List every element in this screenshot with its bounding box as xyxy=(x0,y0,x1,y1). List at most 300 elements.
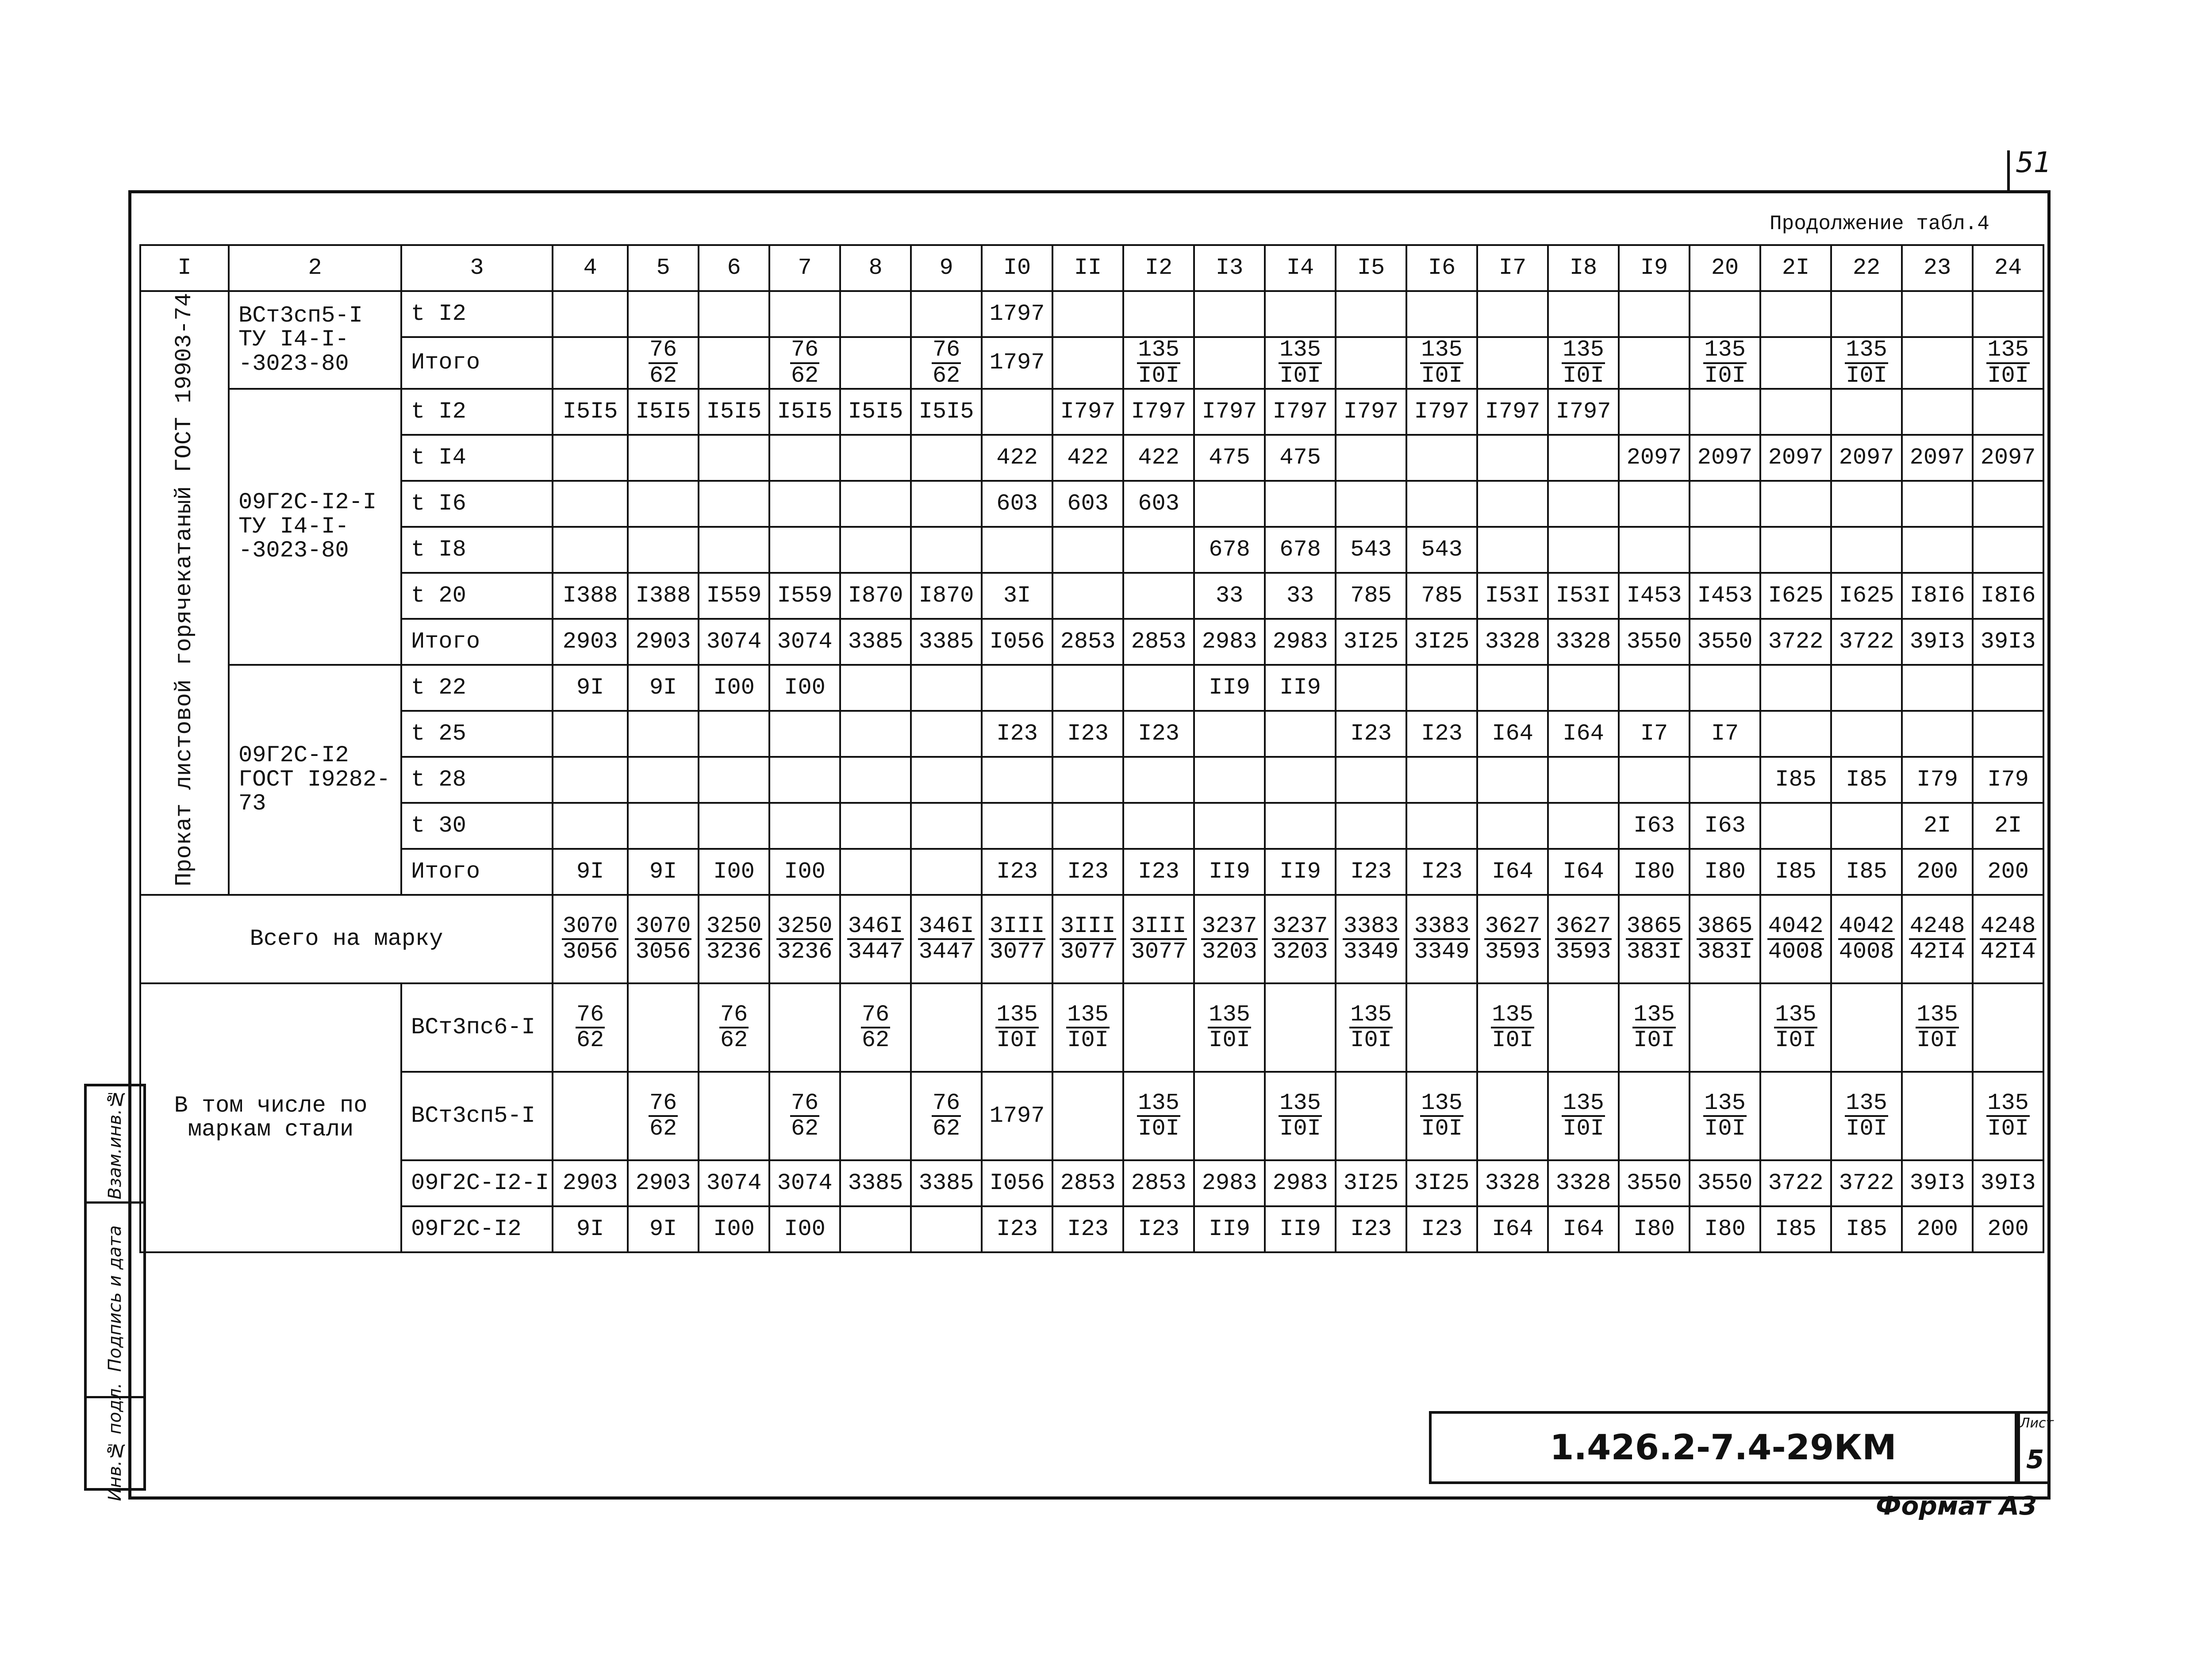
total-row xyxy=(140,895,2043,983)
value-cell xyxy=(699,291,769,337)
value-cell xyxy=(1760,711,1831,757)
value-cell: 1797 xyxy=(982,337,1052,389)
fraction-numerator: 135 xyxy=(1420,1091,1463,1117)
fraction-numerator: 4042 xyxy=(1838,914,1895,940)
fraction-numerator: 3237 xyxy=(1272,914,1329,940)
value-cell: 422 xyxy=(1123,435,1194,481)
breakdown-value-cell xyxy=(1760,1072,1831,1160)
value-cell xyxy=(1760,527,1831,573)
fraction-value xyxy=(1137,338,1180,388)
value-cell xyxy=(628,481,699,527)
value-cell: I23 xyxy=(1406,849,1477,895)
breakdown-value-cell: I00 xyxy=(769,1206,840,1252)
value-cell: I00 xyxy=(699,849,769,895)
value-cell: I85 xyxy=(1831,757,1902,803)
value-cell: 2097 xyxy=(1619,435,1690,481)
value-cell xyxy=(911,665,982,711)
value-cell xyxy=(1265,337,1336,389)
value-cell xyxy=(1477,527,1548,573)
value-cell: I8I6 xyxy=(1902,573,1973,619)
total-value-cell xyxy=(1406,895,1477,983)
value-cell xyxy=(1052,291,1123,337)
breakdown-value-cell xyxy=(1265,1072,1336,1160)
value-cell: I5I5 xyxy=(911,389,982,435)
value-cell xyxy=(1265,291,1336,337)
fraction-value xyxy=(1916,1003,1959,1053)
value-cell xyxy=(1902,711,1973,757)
fraction-value xyxy=(1060,914,1117,964)
breakdown-value-cell xyxy=(1548,1072,1619,1160)
value-cell xyxy=(769,435,840,481)
breakdown-steel-cell: ВСт3пс6-I xyxy=(401,983,553,1072)
fraction-value xyxy=(1201,914,1258,964)
row-label-cell: t I4 xyxy=(401,435,553,481)
value-cell xyxy=(553,337,628,389)
fraction-denominator: 3593 xyxy=(1555,939,1611,965)
value-cell: I80 xyxy=(1619,849,1690,895)
column-number-cell: 22 xyxy=(1831,245,1902,291)
total-value-cell xyxy=(1760,895,1831,983)
breakdown-value-cell xyxy=(1831,1072,1902,1160)
breakdown-value-cell xyxy=(1690,983,1760,1072)
fraction-numerator: 346I xyxy=(847,914,904,940)
column-number-cell: 24 xyxy=(1973,245,2043,291)
column-number-cell: 2 xyxy=(229,245,401,291)
value-cell xyxy=(1690,527,1760,573)
value-cell xyxy=(1052,573,1123,619)
value-cell: I80 xyxy=(1690,849,1760,895)
value-cell: 603 xyxy=(982,481,1052,527)
value-cell: I53I xyxy=(1548,573,1619,619)
fraction-value xyxy=(1413,914,1471,964)
fraction-numerator: 135 xyxy=(1916,1003,1959,1029)
breakdown-value-cell xyxy=(1902,983,1973,1072)
fraction-numerator: 3383 xyxy=(1343,914,1400,940)
fraction-denominator: 383I xyxy=(1626,939,1682,965)
fraction-numerator: 135 xyxy=(1208,1003,1251,1029)
breakdown-value-cell xyxy=(1406,1072,1477,1160)
breakdown-value-cell: II9 xyxy=(1194,1206,1265,1252)
fraction-denominator: 3447 xyxy=(848,939,903,965)
value-cell: 2903 xyxy=(628,619,699,665)
breakdown-value-cell: I23 xyxy=(1336,1206,1406,1252)
value-cell: I5I5 xyxy=(699,389,769,435)
fraction-denominator: 3593 xyxy=(1485,939,1540,965)
fraction-numerator: 76 xyxy=(719,1003,749,1029)
value-cell xyxy=(1336,757,1406,803)
fraction-denominator: I0I xyxy=(1067,1027,1109,1054)
breakdown-value-cell: 2903 xyxy=(553,1160,628,1206)
steel-spec-table-wrap xyxy=(139,244,2044,1253)
value-cell xyxy=(911,711,982,757)
fraction-numerator: 4042 xyxy=(1767,914,1824,940)
breakdown-value-cell xyxy=(1831,983,1902,1072)
breakdown-value-cell: 3722 xyxy=(1831,1160,1902,1206)
value-cell: 2097 xyxy=(1831,435,1902,481)
breakdown-value-cell xyxy=(553,983,628,1072)
breakdown-value-cell: 200 xyxy=(1902,1206,1973,1252)
fraction-denominator: 4008 xyxy=(1839,939,1894,965)
value-cell: I625 xyxy=(1760,573,1831,619)
value-cell xyxy=(1973,337,2043,389)
fraction-denominator: 42I4 xyxy=(1909,939,1965,965)
value-cell: I5I5 xyxy=(553,389,628,435)
breakdown-value-cell: I64 xyxy=(1477,1206,1548,1252)
signature-date-cell xyxy=(87,1201,143,1398)
fraction-value xyxy=(1349,1003,1393,1053)
value-cell: I23 xyxy=(1052,849,1123,895)
value-cell: I797 xyxy=(1052,389,1123,435)
value-cell: 2I xyxy=(1902,803,1973,849)
fraction-denominator: 62 xyxy=(861,1027,890,1054)
value-cell: 33 xyxy=(1265,573,1336,619)
breakdown-value-cell xyxy=(911,1206,982,1252)
fraction-numerator: 135 xyxy=(1137,338,1180,364)
value-cell xyxy=(553,757,628,803)
value-cell: I870 xyxy=(840,573,911,619)
value-cell: 603 xyxy=(1123,481,1194,527)
value-cell xyxy=(1973,481,2043,527)
fraction-numerator: 76 xyxy=(932,1091,961,1117)
value-cell xyxy=(1760,665,1831,711)
value-cell xyxy=(628,711,699,757)
value-cell: I23 xyxy=(1406,711,1477,757)
breakdown-value-cell xyxy=(1336,1072,1406,1160)
value-cell xyxy=(1760,291,1831,337)
value-cell: I559 xyxy=(699,573,769,619)
value-cell: 2097 xyxy=(1902,435,1973,481)
fraction-value xyxy=(1420,1091,1463,1141)
value-cell: 2097 xyxy=(1690,435,1760,481)
fraction-value xyxy=(1130,914,1187,964)
fraction-value xyxy=(719,1003,749,1053)
fraction-numerator: 135 xyxy=(1986,338,2030,364)
value-cell xyxy=(769,803,840,849)
fraction-denominator: I0I xyxy=(1846,362,1887,389)
value-cell: II9 xyxy=(1265,849,1336,895)
value-cell xyxy=(1902,291,1973,337)
value-cell xyxy=(1548,665,1619,711)
value-cell xyxy=(1690,481,1760,527)
value-cell: 3I xyxy=(982,573,1052,619)
value-cell xyxy=(911,849,982,895)
breakdown-value-cell: 3328 xyxy=(1548,1160,1619,1206)
fraction-numerator: 4248 xyxy=(1909,914,1966,940)
value-cell: I797 xyxy=(1548,389,1619,435)
fraction-value xyxy=(1491,1003,1534,1053)
fraction-value xyxy=(776,914,833,964)
fraction-denominator: 3349 xyxy=(1343,939,1399,965)
fraction-denominator: 3203 xyxy=(1202,939,1257,965)
value-cell: 3074 xyxy=(769,619,840,665)
value-cell: I388 xyxy=(553,573,628,619)
table-continuation-note: Продолжение табл.4 xyxy=(1770,212,1989,235)
value-cell xyxy=(1831,803,1902,849)
value-cell xyxy=(1477,665,1548,711)
value-cell: I797 xyxy=(1194,389,1265,435)
value-cell xyxy=(553,527,628,573)
fraction-numerator: 3070 xyxy=(562,914,619,940)
fraction-numerator: 3070 xyxy=(635,914,692,940)
value-cell xyxy=(1902,481,1973,527)
fraction-numerator: 76 xyxy=(790,1091,819,1117)
value-cell: I23 xyxy=(982,711,1052,757)
value-cell: 2983 xyxy=(1194,619,1265,665)
steel-grade-cell: 09Г2С-I2 ГОСТ I9282-73 xyxy=(229,665,401,895)
value-cell: 9I xyxy=(628,849,699,895)
breakdown-value-cell xyxy=(553,1072,628,1160)
value-cell xyxy=(1831,665,1902,711)
value-cell xyxy=(1619,291,1690,337)
value-cell xyxy=(1831,711,1902,757)
value-cell xyxy=(1477,803,1548,849)
value-cell xyxy=(1548,803,1619,849)
fraction-denominator: I0I xyxy=(1563,1116,1604,1142)
breakdown-value-cell xyxy=(1265,983,1336,1072)
breakdown-value-cell xyxy=(1123,1072,1194,1160)
breakdown-value-cell: 3385 xyxy=(911,1160,982,1206)
value-cell xyxy=(840,435,911,481)
fraction-numerator: 3250 xyxy=(776,914,833,940)
value-cell: 2983 xyxy=(1265,619,1336,665)
column-number-cell: 4 xyxy=(553,245,628,291)
value-cell xyxy=(840,803,911,849)
replaced-inventory-label: Взам.инв.№ xyxy=(105,1088,125,1200)
column-number-row xyxy=(140,245,2043,291)
value-cell xyxy=(982,803,1052,849)
value-cell: I23 xyxy=(982,849,1052,895)
value-cell xyxy=(1831,389,1902,435)
value-cell xyxy=(1477,481,1548,527)
column-number-cell: 7 xyxy=(769,245,840,291)
value-cell: I797 xyxy=(1265,389,1336,435)
breakdown-value-cell xyxy=(1619,983,1690,1072)
row-label-cell: t 28 xyxy=(401,757,553,803)
breakdown-value-cell xyxy=(911,1072,982,1160)
column-number-cell: I xyxy=(140,245,229,291)
value-cell xyxy=(699,527,769,573)
fraction-numerator: 3III xyxy=(1060,914,1117,940)
total-value-cell xyxy=(1902,895,1973,983)
steel-spec-table xyxy=(139,244,2044,1253)
fraction-denominator: 62 xyxy=(649,1116,677,1142)
breakdown-value-cell: 1797 xyxy=(982,1072,1052,1160)
fraction-numerator: 135 xyxy=(1279,1091,1322,1117)
value-cell: I64 xyxy=(1548,711,1619,757)
column-number-cell: 23 xyxy=(1902,245,1973,291)
row-label-cell: Итого xyxy=(401,619,553,665)
value-cell xyxy=(840,757,911,803)
breakdown-value-cell: I80 xyxy=(1619,1206,1690,1252)
value-cell xyxy=(1406,803,1477,849)
row-label-cell: t I8 xyxy=(401,527,553,573)
value-cell xyxy=(1619,481,1690,527)
fraction-denominator: I0I xyxy=(1704,1116,1746,1142)
group-label-cell xyxy=(140,291,229,895)
breakdown-value-cell: I23 xyxy=(1052,1206,1123,1252)
format-label: Формат А3 xyxy=(1876,1491,2037,1521)
value-cell: I53I xyxy=(1477,573,1548,619)
value-cell: 678 xyxy=(1194,527,1265,573)
value-cell: 2903 xyxy=(553,619,628,665)
value-cell xyxy=(628,435,699,481)
fraction-value xyxy=(1562,1091,1605,1141)
fraction-numerator: 135 xyxy=(1491,1003,1534,1029)
value-cell xyxy=(1690,389,1760,435)
value-cell: 3328 xyxy=(1477,619,1548,665)
total-value-cell xyxy=(840,895,911,983)
value-cell xyxy=(1973,389,2043,435)
fraction-numerator: 135 xyxy=(1774,1003,1817,1029)
value-cell: II9 xyxy=(1194,849,1265,895)
value-cell xyxy=(1123,527,1194,573)
value-cell: I5I5 xyxy=(769,389,840,435)
value-cell: I63 xyxy=(1690,803,1760,849)
value-cell xyxy=(1831,291,1902,337)
value-cell: 543 xyxy=(1406,527,1477,573)
value-cell: 200 xyxy=(1973,849,2043,895)
value-cell xyxy=(1406,337,1477,389)
value-cell xyxy=(1336,481,1406,527)
fraction-numerator: 3865 xyxy=(1697,914,1754,940)
row-label-cell: t 30 xyxy=(401,803,553,849)
value-cell xyxy=(1690,337,1760,389)
breakdown-steel-cell: 09Г2С-I2-I xyxy=(401,1160,553,1206)
value-cell xyxy=(1123,757,1194,803)
value-cell xyxy=(982,665,1052,711)
value-cell xyxy=(1548,337,1619,389)
value-cell xyxy=(628,291,699,337)
breakdown-value-cell xyxy=(769,983,840,1072)
original-inventory-cell xyxy=(87,1383,143,1501)
value-cell xyxy=(1052,757,1123,803)
column-number-cell: I7 xyxy=(1477,245,1548,291)
fraction-value xyxy=(649,1091,678,1141)
value-cell: I797 xyxy=(1477,389,1548,435)
value-cell: I23 xyxy=(1052,711,1123,757)
value-cell xyxy=(1406,435,1477,481)
column-number-cell: 6 xyxy=(699,245,769,291)
fraction-value xyxy=(790,338,819,388)
breakdown-value-cell: 39I3 xyxy=(1973,1160,2043,1206)
row-label-cell: Итого xyxy=(401,337,553,389)
column-number-cell: I4 xyxy=(1265,245,1336,291)
breakdown-value-cell xyxy=(769,1072,840,1160)
table-row xyxy=(140,711,2043,757)
value-cell: 9I xyxy=(628,665,699,711)
value-cell: 475 xyxy=(1194,435,1265,481)
value-cell: 678 xyxy=(1265,527,1336,573)
value-cell xyxy=(1831,337,1902,389)
fraction-denominator: 3203 xyxy=(1272,939,1328,965)
fraction-value xyxy=(989,914,1046,964)
value-cell xyxy=(1973,665,2043,711)
breakdown-value-cell xyxy=(1690,1072,1760,1160)
value-cell xyxy=(1406,757,1477,803)
value-cell: 200 xyxy=(1902,849,1973,895)
value-cell: I64 xyxy=(1477,849,1548,895)
value-cell xyxy=(553,711,628,757)
value-cell: 422 xyxy=(1052,435,1123,481)
fraction-value xyxy=(1986,338,2030,388)
value-cell: I85 xyxy=(1760,757,1831,803)
value-cell: I056 xyxy=(982,619,1052,665)
breakdown-value-cell: 2853 xyxy=(1123,1160,1194,1206)
value-cell: 33 xyxy=(1194,573,1265,619)
value-cell xyxy=(1973,291,2043,337)
fraction-numerator: 3237 xyxy=(1201,914,1258,940)
fraction-denominator: I0I xyxy=(1138,1116,1179,1142)
fraction-value xyxy=(1980,914,2037,964)
breakdown-steel-cell: ВСт3сп5-I xyxy=(401,1072,553,1160)
breakdown-value-cell: 3328 xyxy=(1477,1160,1548,1206)
value-cell xyxy=(1902,389,1973,435)
value-cell xyxy=(1194,481,1265,527)
fraction-value xyxy=(1137,1091,1180,1141)
breakdown-value-cell xyxy=(1973,983,2043,1072)
breakdown-value-cell: I23 xyxy=(1406,1206,1477,1252)
value-cell: 3I25 xyxy=(1336,619,1406,665)
fraction-value xyxy=(861,1003,890,1053)
column-number-cell: I6 xyxy=(1406,245,1477,291)
value-cell xyxy=(1265,803,1336,849)
row-label-cell: t I2 xyxy=(401,389,553,435)
value-cell: 603 xyxy=(1052,481,1123,527)
breakdown-value-cell xyxy=(1477,1072,1548,1160)
breakdown-value-cell: I64 xyxy=(1548,1206,1619,1252)
fraction-numerator: 346I xyxy=(918,914,975,940)
fraction-value xyxy=(1703,1091,1747,1141)
value-cell xyxy=(1336,291,1406,337)
value-cell xyxy=(1194,291,1265,337)
value-cell: I85 xyxy=(1760,849,1831,895)
fraction-value xyxy=(1279,338,1322,388)
breakdown-value-cell: II9 xyxy=(1265,1206,1336,1252)
column-number-cell: 2I xyxy=(1760,245,1831,291)
value-cell xyxy=(840,481,911,527)
total-value-cell xyxy=(911,895,982,983)
value-cell xyxy=(1902,527,1973,573)
value-cell xyxy=(1123,803,1194,849)
value-cell: I79 xyxy=(1973,757,2043,803)
fraction-value xyxy=(562,914,619,964)
fraction-value xyxy=(932,1091,961,1141)
value-cell xyxy=(1477,337,1548,389)
column-number-cell: 5 xyxy=(628,245,699,291)
value-cell xyxy=(982,389,1052,435)
table-row xyxy=(140,481,2043,527)
value-cell xyxy=(1406,481,1477,527)
fraction-numerator: 135 xyxy=(1279,338,1322,364)
value-cell xyxy=(1123,337,1194,389)
value-cell: I870 xyxy=(911,573,982,619)
value-cell: 3550 xyxy=(1690,619,1760,665)
fraction-denominator: 3056 xyxy=(635,939,691,965)
breakdown-value-cell xyxy=(1336,983,1406,1072)
value-cell: 785 xyxy=(1336,573,1406,619)
total-value-cell xyxy=(1477,895,1548,983)
value-cell xyxy=(769,757,840,803)
column-number-cell: II xyxy=(1052,245,1123,291)
approval-side-strip xyxy=(84,1084,146,1501)
value-cell: I00 xyxy=(769,849,840,895)
fraction-denominator: 62 xyxy=(576,1027,604,1054)
breakdown-value-cell xyxy=(1194,983,1265,1072)
value-cell: I8I6 xyxy=(1973,573,2043,619)
value-cell xyxy=(1902,337,1973,389)
document-code: 1.426.2-7.4-29КМ xyxy=(1550,1427,1897,1468)
breakdown-value-cell: 3I25 xyxy=(1336,1160,1406,1206)
